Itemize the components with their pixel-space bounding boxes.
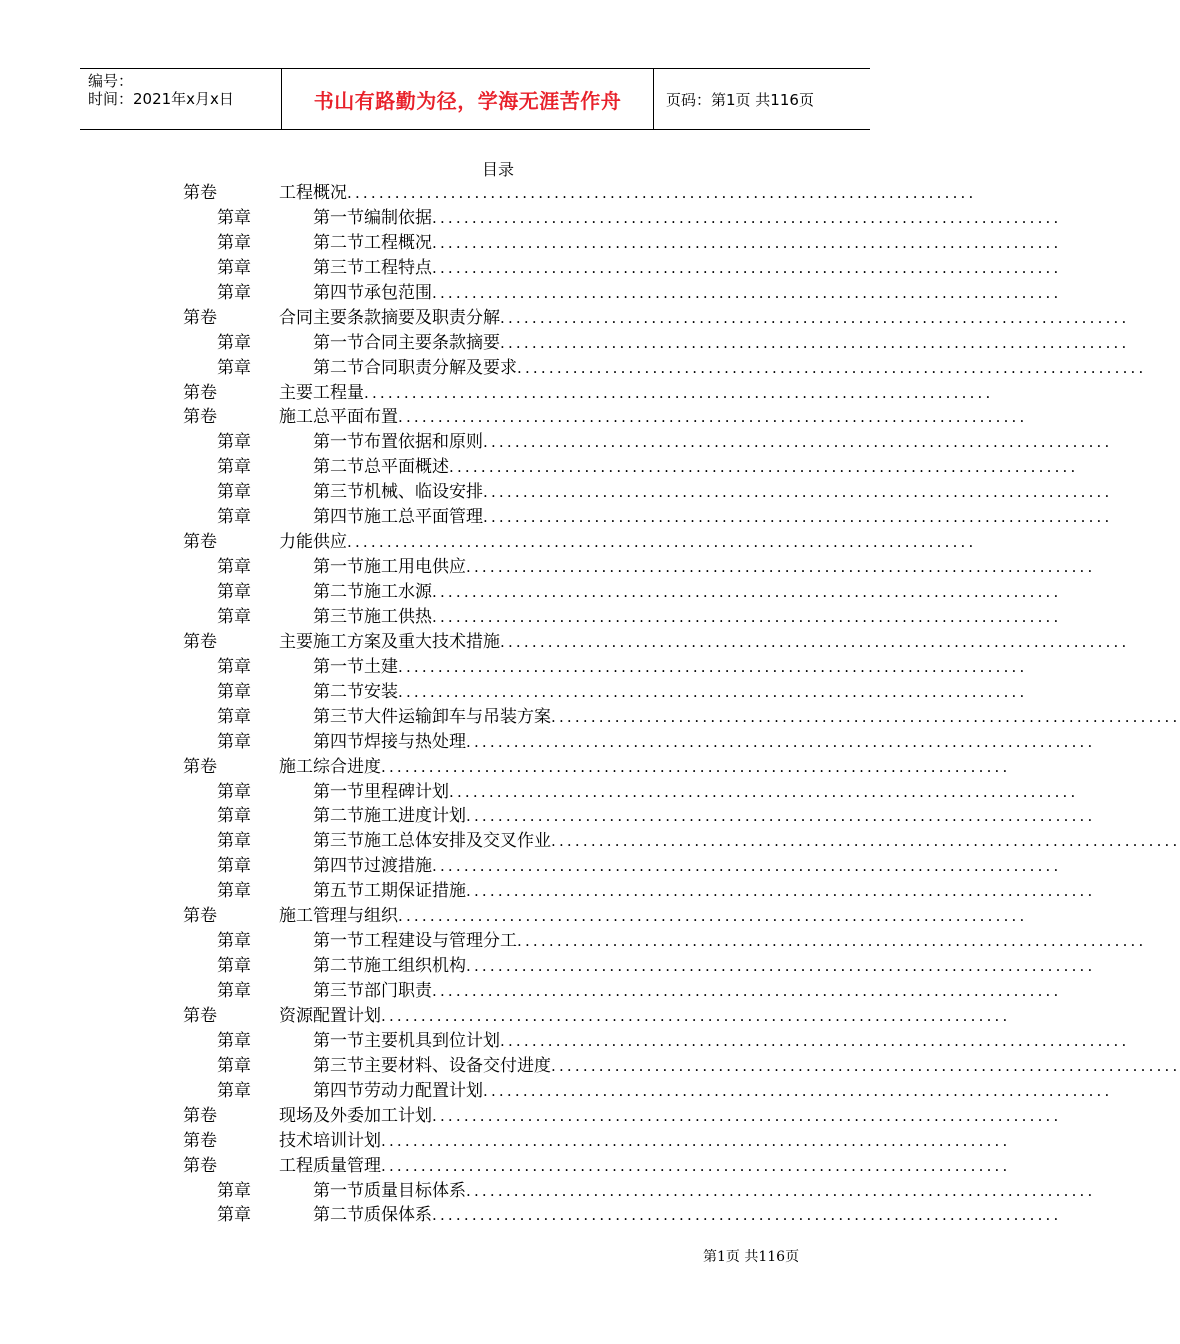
toc-chapter-entry[interactable] xyxy=(0,555,1096,580)
toc-chapter-entry[interactable] xyxy=(0,954,1096,979)
toc-entry-label: 第章 xyxy=(217,681,251,702)
toc-entry-title-wrap xyxy=(313,979,1062,1004)
toc-entry-title: 第一节土建 xyxy=(313,656,398,677)
toc-entry-label: 第章 xyxy=(217,232,251,253)
toc-entry-label: 第章 xyxy=(217,956,251,977)
toc-leader-dots: ............................................................................... xyxy=(398,682,1028,701)
toc-entry-title-wrap xyxy=(279,306,1130,331)
toc-entry-label: 第卷 xyxy=(183,307,217,328)
toc-leader-dots: ............................................................................... xyxy=(500,1031,1130,1050)
toc-entry-title: 施工总平面布置 xyxy=(279,407,398,428)
toc-entry-title-wrap xyxy=(279,1104,1062,1129)
toc-entry-title: 第一节编制依据 xyxy=(313,207,432,228)
toc-entry-title-wrap xyxy=(279,405,1028,430)
toc-leader-dots: ............................................................................... xyxy=(551,707,1180,726)
toc-chapter-entry[interactable] xyxy=(0,1079,1113,1104)
toc-entry-label: 第章 xyxy=(217,831,251,852)
toc-leader-dots: ............................................................................... xyxy=(432,1106,1062,1125)
toc-entry-label: 第章 xyxy=(217,1180,251,1201)
toc-volume-entry[interactable] xyxy=(0,306,1130,331)
toc-entry-title-wrap xyxy=(313,555,1096,580)
toc-entry-title: 第二节施工进度计划 xyxy=(313,806,466,827)
toc-entry-title-wrap xyxy=(313,1079,1113,1104)
toc-volume-entry[interactable] xyxy=(0,1129,1011,1154)
toc-leader-dots: ............................................................................... xyxy=(483,483,1113,502)
toc-leader-dots: ............................................................................... xyxy=(432,233,1062,252)
toc-entry-title-wrap xyxy=(313,505,1113,530)
toc-entry-title-wrap xyxy=(279,904,1028,929)
toc-entry-label: 第卷 xyxy=(183,631,217,652)
toc-entry-title: 资源配置计划 xyxy=(279,1005,381,1026)
toc-volume-entry[interactable] xyxy=(0,1154,1011,1179)
toc-entry-label: 第卷 xyxy=(183,1130,217,1151)
toc-volume-entry[interactable] xyxy=(0,1104,1062,1129)
toc-entry-label: 第章 xyxy=(217,482,251,503)
toc-entry-title: 第一节合同主要条款摘要 xyxy=(313,332,500,353)
toc-leader-dots: ............................................................................... xyxy=(398,408,1028,427)
toc-chapter-entry[interactable] xyxy=(0,655,1028,680)
toc-entry-title-wrap xyxy=(313,1203,1062,1228)
toc-entry-title-wrap xyxy=(279,181,977,206)
toc-entry-label: 第章 xyxy=(217,282,251,303)
toc-entry-label: 第章 xyxy=(217,706,251,727)
toc-entry-label: 第卷 xyxy=(183,382,217,403)
toc-entry-title-wrap xyxy=(313,804,1096,829)
toc-entry-title: 第二节总平面概述 xyxy=(313,457,449,478)
toc-entry-title: 第三节施工供热 xyxy=(313,606,432,627)
toc-chapter-entry[interactable] xyxy=(0,979,1062,1004)
toc-leader-dots: ............................................................................... xyxy=(432,607,1062,626)
toc-entry-title: 第三节工程特点 xyxy=(313,257,432,278)
toc-entry-title: 第四节劳动力配置计划 xyxy=(313,1080,483,1101)
toc-entry-title-wrap xyxy=(313,356,1147,381)
toc-entry-title: 第三节大件运输卸车与吊装方案 xyxy=(313,706,551,727)
toc-leader-dots: ............................................................................... xyxy=(483,508,1113,527)
toc-entry-label: 第章 xyxy=(217,332,251,353)
toc-entry-title: 施工综合进度 xyxy=(279,756,381,777)
toc-leader-dots: ............................................................................... xyxy=(466,882,1096,901)
toc-chapter-entry[interactable] xyxy=(0,231,1062,256)
toc-entry-title-wrap xyxy=(279,1154,1011,1179)
toc-leader-dots: ............................................................................... xyxy=(483,1081,1113,1100)
toc-leader-dots: ............................................................................... xyxy=(500,308,1130,327)
header-page-cell xyxy=(654,69,870,129)
toc-entry-title: 第一节质量目标体系 xyxy=(313,1180,466,1201)
toc-entry-title-wrap xyxy=(313,655,1028,680)
page-footer: 第1页 共116页 xyxy=(703,1249,800,1265)
toc-leader-dots: ............................................................................... xyxy=(432,583,1062,601)
toc-chapter-entry[interactable] xyxy=(0,356,1147,381)
toc-leader-dots: ............................................................................... xyxy=(500,333,1130,352)
toc-entry-label: 第卷 xyxy=(183,407,217,428)
toc-volume-entry[interactable] xyxy=(0,904,1028,929)
toc-chapter-entry[interactable] xyxy=(0,580,1062,605)
table-of-contents xyxy=(0,181,1180,1228)
toc-entry-title: 第一节施工用电供应 xyxy=(313,557,466,578)
toc-entry-title: 第三节主要材料、设备交付进度 xyxy=(313,1055,551,1076)
header-motto: 书山有路勤为径，学海无涯苦作舟 xyxy=(313,88,622,113)
toc-leader-dots: ............................................................................... xyxy=(381,1006,1011,1025)
toc-entry-title: 第四节施工总平面管理 xyxy=(313,507,483,528)
toc-leader-dots: ............................................................................... xyxy=(347,533,977,552)
toc-entry-label: 第章 xyxy=(217,457,251,478)
toc-entry-title: 主要工程量 xyxy=(279,382,364,403)
toc-volume-entry[interactable] xyxy=(0,381,994,406)
toc-chapter-entry[interactable] xyxy=(0,281,1062,306)
header-page-info: 页码：第1页 共116页 xyxy=(666,90,814,109)
toc-leader-dots: ............................................................................... xyxy=(500,632,1130,651)
toc-chapter-entry[interactable] xyxy=(0,680,1028,705)
toc-entry-title-wrap xyxy=(313,331,1130,356)
toc-entry-title-wrap xyxy=(313,480,1113,505)
toc-leader-dots: ............................................................................... xyxy=(517,358,1147,377)
toc-entry-title: 第二节安装 xyxy=(313,681,398,702)
toc-entry-label: 第章 xyxy=(217,357,251,378)
toc-entry-title: 第一节主要机具到位计划 xyxy=(313,1030,500,1051)
toc-entry-label: 第章 xyxy=(217,507,251,528)
toc-leader-dots: ............................................................................... xyxy=(432,283,1062,302)
toc-entry-title: 第一节里程碑计划 xyxy=(313,781,449,802)
toc-entry-title: 合同主要条款摘要及职责分解 xyxy=(279,307,500,328)
toc-volume-entry[interactable] xyxy=(0,1004,1011,1029)
toc-leader-dots: ............................................................................... xyxy=(466,807,1096,826)
toc-entry-title: 第三节部门职责 xyxy=(313,981,432,1001)
toc-entry-label: 第章 xyxy=(217,806,251,827)
toc-volume-entry[interactable] xyxy=(0,405,1028,430)
toc-entry-label: 第卷 xyxy=(183,756,217,777)
toc-chapter-entry[interactable] xyxy=(0,605,1062,630)
toc-chapter-entry[interactable] xyxy=(0,256,1062,281)
toc-entry-title-wrap xyxy=(313,879,1096,904)
toc-leader-dots: ............................................................................... xyxy=(347,184,977,202)
toc-leader-dots: ............................................................................... xyxy=(398,907,1028,926)
toc-chapter-entry[interactable] xyxy=(0,480,1113,505)
toc-entry-title-wrap xyxy=(313,705,1180,730)
toc-entry-title-wrap xyxy=(313,430,1113,455)
toc-chapter-entry[interactable] xyxy=(0,455,1079,480)
toc-entry-title-wrap xyxy=(279,630,1130,655)
toc-entry-title: 第四节承包范围 xyxy=(313,282,432,303)
toc-entry-title: 第四节焊接与热处理 xyxy=(313,731,466,752)
toc-entry-label: 第卷 xyxy=(183,1105,217,1126)
toc-leader-dots: ............................................................................... xyxy=(449,782,1079,801)
toc-entry-label: 第章 xyxy=(217,981,251,1001)
toc-entry-label: 第卷 xyxy=(183,906,217,927)
toc-entry-label: 第卷 xyxy=(183,532,217,553)
toc-chapter-entry[interactable] xyxy=(0,730,1096,755)
toc-leader-dots: ............................................................................... xyxy=(432,982,1062,1000)
toc-volume-entry[interactable] xyxy=(0,755,1011,780)
toc-chapter-entry[interactable] xyxy=(0,829,1180,854)
toc-entry-title-wrap xyxy=(313,829,1180,854)
toc-entry-label: 第卷 xyxy=(183,1005,217,1026)
toc-volume-entry[interactable] xyxy=(0,181,977,206)
document-number-label: 编号： xyxy=(88,72,134,90)
toc-entry-title-wrap xyxy=(313,680,1028,705)
toc-entry-label: 第章 xyxy=(217,881,251,902)
toc-entry-title: 第五节工期保证措施 xyxy=(313,881,466,902)
toc-entry-label: 第章 xyxy=(217,606,251,627)
toc-entry-label: 第卷 xyxy=(183,183,217,203)
toc-entry-title-wrap xyxy=(313,256,1062,281)
toc-chapter-entry[interactable] xyxy=(0,1029,1130,1054)
toc-leader-dots: ............................................................................... xyxy=(381,757,1011,776)
toc-entry-label: 第章 xyxy=(217,257,251,278)
toc-leader-dots: ............................................................................... xyxy=(449,458,1079,477)
toc-entry-label: 第章 xyxy=(217,1055,251,1076)
toc-leader-dots: ............................................................................... xyxy=(432,1206,1062,1225)
toc-entry-title-wrap xyxy=(279,1004,1011,1029)
toc-entry-title-wrap xyxy=(279,381,994,406)
toc-entry-title: 施工管理与组织 xyxy=(279,906,398,927)
toc-entry-title-wrap xyxy=(313,605,1062,630)
toc-leader-dots: ............................................................................... xyxy=(432,208,1062,227)
document-time-label: 时间：2021年x月x日 xyxy=(88,90,234,108)
toc-entry-label: 第章 xyxy=(217,557,251,578)
toc-leader-dots: ............................................................................... xyxy=(432,258,1062,277)
toc-entry-title-wrap xyxy=(279,1129,1011,1154)
toc-entry-title: 第三节机械、临设安排 xyxy=(313,482,483,503)
toc-entry-label: 第章 xyxy=(217,731,251,752)
toc-entry-title-wrap xyxy=(313,929,1147,954)
toc-chapter-entry[interactable] xyxy=(0,331,1130,356)
toc-leader-dots: ............................................................................... xyxy=(517,932,1147,951)
page-header xyxy=(80,68,870,130)
toc-entry-title-wrap xyxy=(279,530,977,555)
toc-entry-label: 第章 xyxy=(217,1205,251,1226)
toc-entry-title: 第二节工程概况 xyxy=(313,232,432,253)
toc-entry-title: 主要施工方案及重大技术措施 xyxy=(279,631,500,652)
toc-entry-title: 第一节工程建设与管理分工 xyxy=(313,931,517,952)
toc-leader-dots: ............................................................................... xyxy=(381,1156,1011,1175)
toc-leader-dots: ............................................................................... xyxy=(381,1131,1011,1150)
toc-chapter-entry[interactable] xyxy=(0,929,1147,954)
toc-chapter-entry[interactable] xyxy=(0,804,1096,829)
toc-entry-label: 第章 xyxy=(217,582,251,602)
toc-entry-label: 第章 xyxy=(217,781,251,802)
toc-chapter-entry[interactable] xyxy=(0,1203,1062,1228)
toc-title: 目录 xyxy=(481,160,514,179)
toc-entry-title-wrap xyxy=(279,755,1011,780)
toc-volume-entry[interactable] xyxy=(0,530,977,555)
toc-leader-dots: ............................................................................... xyxy=(432,857,1062,876)
toc-entry-title: 力能供应 xyxy=(279,532,347,553)
toc-entry-label: 第章 xyxy=(217,856,251,877)
toc-chapter-entry[interactable] xyxy=(0,206,1062,231)
toc-entry-title: 工程概况 xyxy=(279,183,347,203)
toc-leader-dots: ............................................................................... xyxy=(466,558,1096,577)
toc-entry-title: 现场及外委加工计划 xyxy=(279,1105,432,1126)
toc-entry-title: 技术培训计划 xyxy=(279,1130,381,1151)
toc-entry-title: 第一节布置依据和原则 xyxy=(313,432,483,453)
toc-entry-title: 第二节质保体系 xyxy=(313,1205,432,1226)
toc-entry-label: 第章 xyxy=(217,1030,251,1051)
toc-leader-dots: ............................................................................... xyxy=(364,383,994,402)
toc-chapter-entry[interactable] xyxy=(0,879,1096,904)
toc-entry-title-wrap xyxy=(313,730,1096,755)
toc-chapter-entry[interactable] xyxy=(0,705,1180,730)
toc-entry-title-wrap xyxy=(313,954,1096,979)
toc-leader-dots: ............................................................................... xyxy=(466,957,1096,976)
toc-entry-title-wrap xyxy=(313,580,1062,605)
toc-entry-title-wrap xyxy=(313,455,1079,480)
toc-chapter-entry[interactable] xyxy=(0,1054,1180,1079)
toc-entry-label: 第章 xyxy=(217,432,251,453)
toc-entry-title: 第二节施工组织机构 xyxy=(313,956,466,977)
toc-entry-title-wrap xyxy=(313,1179,1096,1204)
toc-entry-label: 第章 xyxy=(217,1080,251,1101)
toc-chapter-entry[interactable] xyxy=(0,430,1113,455)
toc-leader-dots: ............................................................................... xyxy=(551,832,1180,851)
toc-volume-entry[interactable] xyxy=(0,630,1130,655)
toc-entry-title-wrap xyxy=(313,231,1062,256)
toc-entry-title-wrap xyxy=(313,1029,1130,1054)
toc-chapter-entry[interactable] xyxy=(0,854,1062,879)
toc-entry-label: 第章 xyxy=(217,207,251,228)
toc-chapter-entry[interactable] xyxy=(0,505,1113,530)
toc-entry-title: 第二节合同职责分解及要求 xyxy=(313,357,517,378)
toc-leader-dots: ............................................................................... xyxy=(466,732,1096,751)
toc-entry-label: 第章 xyxy=(217,931,251,952)
toc-leader-dots: ............................................................................... xyxy=(466,1181,1096,1200)
toc-leader-dots: ............................................................................... xyxy=(551,1056,1180,1075)
toc-entry-title: 第三节施工总体安排及交叉作业 xyxy=(313,831,551,852)
toc-chapter-entry[interactable] xyxy=(0,780,1079,805)
toc-entry-title: 工程质量管理 xyxy=(279,1155,381,1176)
toc-entry-title: 第四节过渡措施 xyxy=(313,856,432,877)
toc-entry-title-wrap xyxy=(313,1054,1180,1079)
toc-entry-title-wrap xyxy=(313,780,1079,805)
toc-entry-title-wrap xyxy=(313,206,1062,231)
toc-entry-title: 第二节施工水源 xyxy=(313,582,432,602)
toc-leader-dots: ............................................................................... xyxy=(398,657,1028,676)
toc-leader-dots: ............................................................................... xyxy=(483,433,1113,452)
toc-entry-title-wrap xyxy=(313,854,1062,879)
toc-chapter-entry[interactable] xyxy=(0,1179,1096,1204)
header-meta-cell xyxy=(80,69,282,129)
header-motto-cell xyxy=(282,69,654,129)
toc-entry-title-wrap xyxy=(313,281,1062,306)
toc-entry-label: 第章 xyxy=(217,656,251,677)
toc-entry-label: 第卷 xyxy=(183,1155,217,1176)
